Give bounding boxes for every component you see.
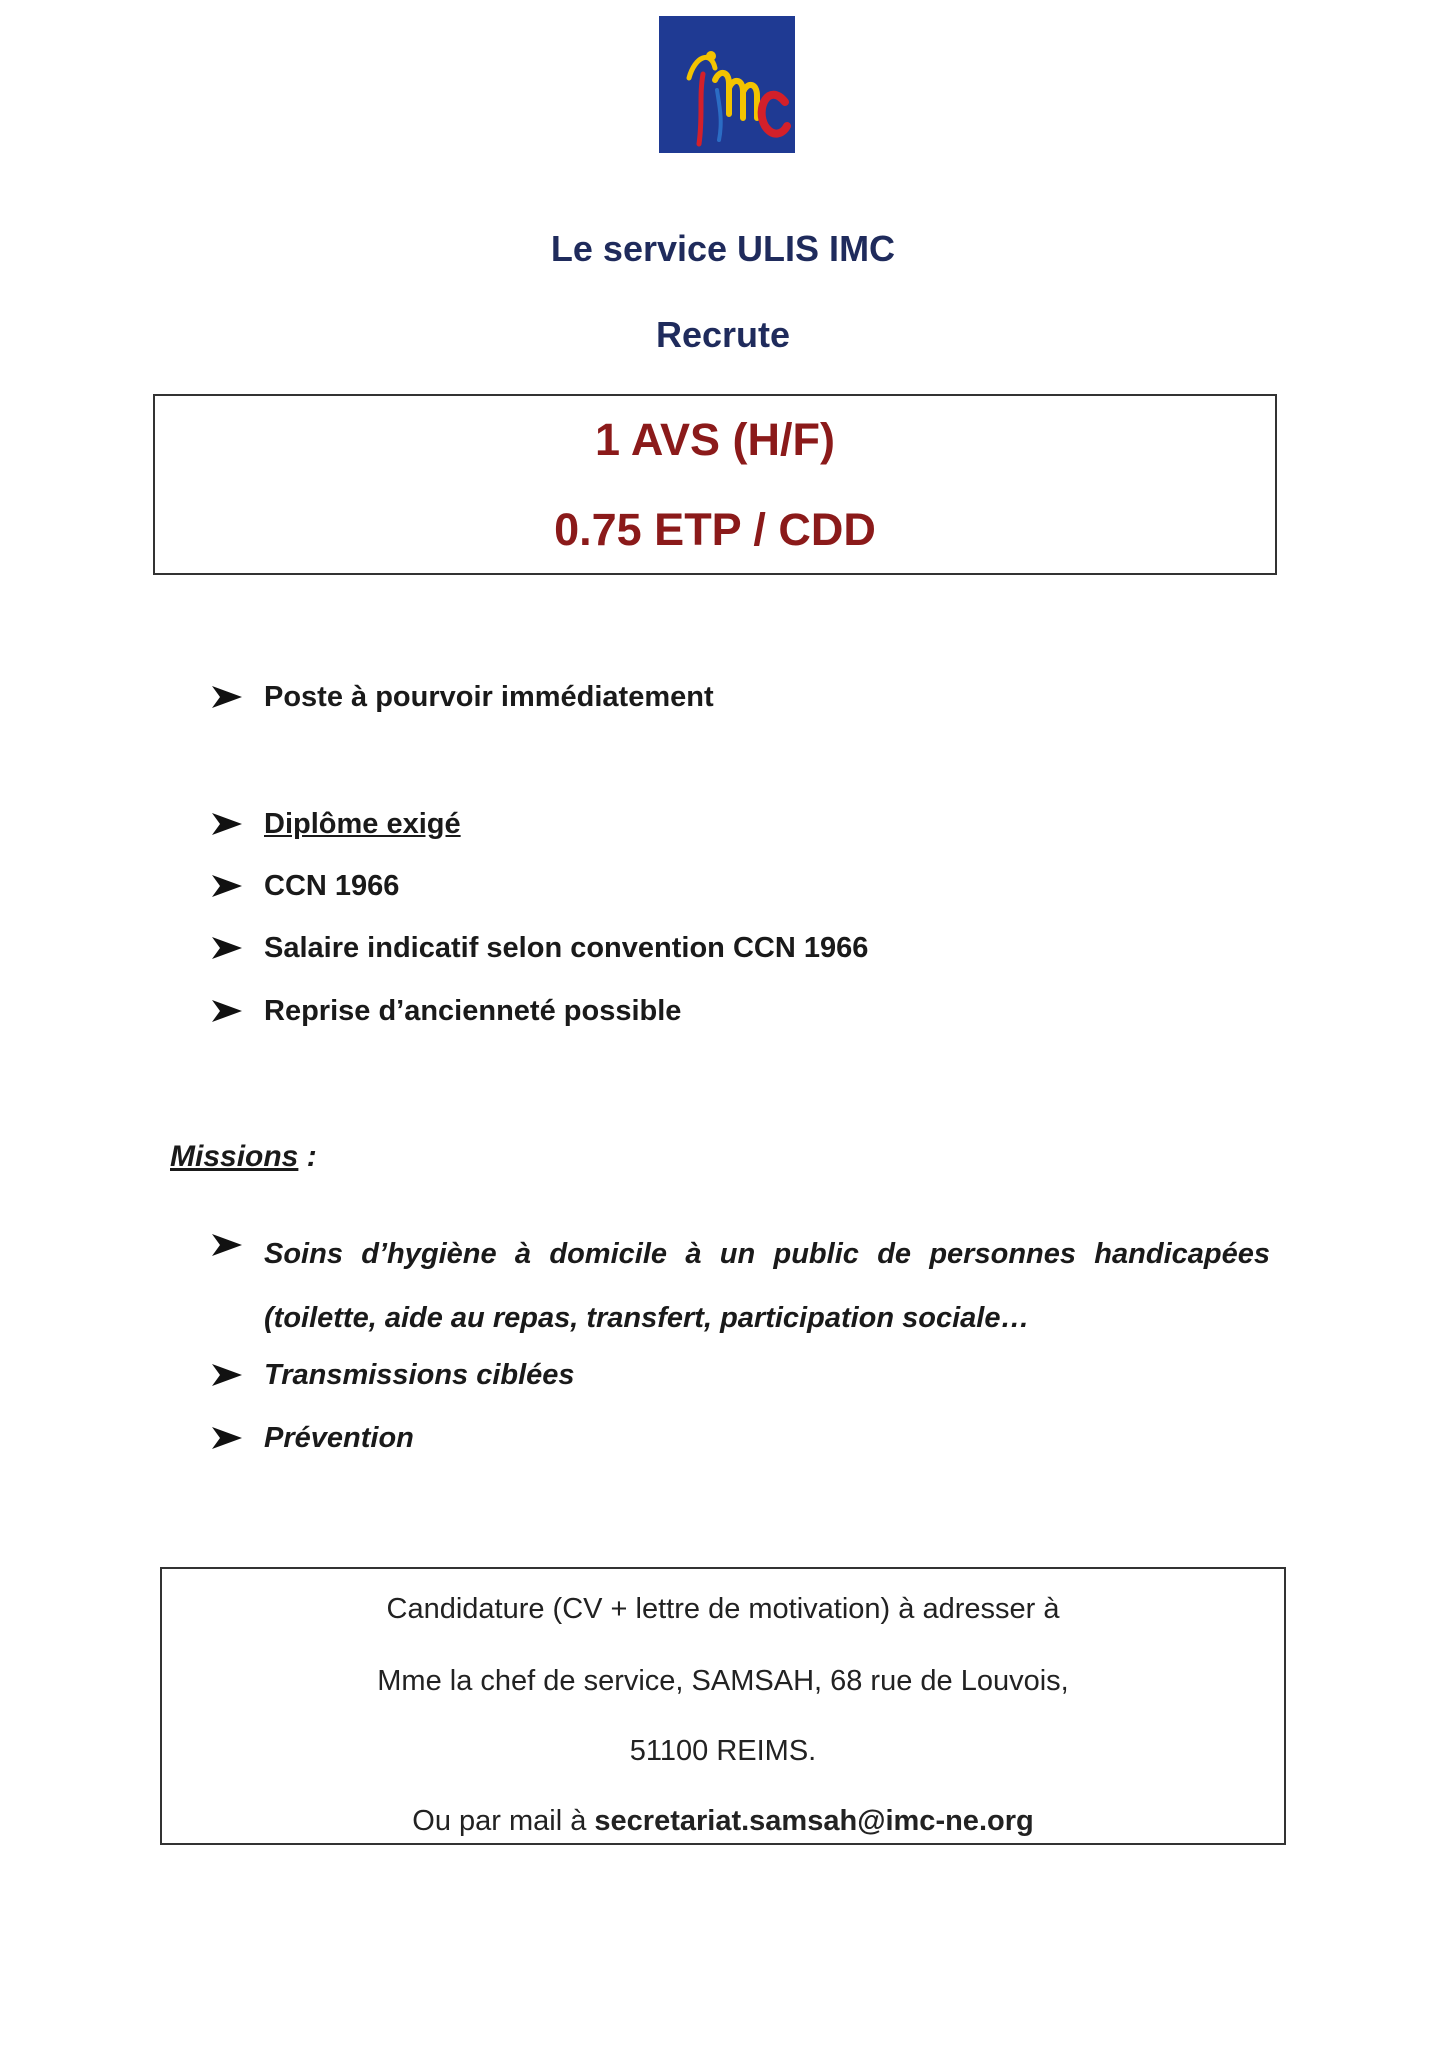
bullet-item bbox=[210, 989, 681, 1033]
mission-text: Transmissions ciblées bbox=[264, 1358, 575, 1391]
contact-mail-prefix: Ou par mail à bbox=[412, 1805, 595, 1837]
arrow-bullet-icon bbox=[210, 1425, 244, 1451]
contact-box bbox=[160, 1567, 1286, 1845]
arrow-bullet-icon bbox=[210, 998, 244, 1024]
contact-line-1: Candidature (CV + lettre de motivation) à adresser à bbox=[386, 1593, 1060, 1625]
bullet-item bbox=[210, 675, 714, 719]
bullet-item bbox=[210, 926, 868, 970]
contract-title: 0.75 ETP / CDD bbox=[554, 504, 876, 555]
mission-item bbox=[210, 1416, 414, 1460]
bullet-item bbox=[210, 802, 461, 846]
arrow-bullet-icon bbox=[210, 935, 244, 961]
service-heading: Le service ULIS IMC bbox=[550, 228, 896, 269]
bullet-text: Salaire indicatif selon convention CCN 1966 bbox=[264, 931, 869, 964]
position-box bbox=[153, 394, 1277, 575]
bullet-text: Poste à pourvoir immédiatement bbox=[264, 680, 714, 713]
recruit-heading: Recrute bbox=[655, 314, 791, 355]
arrow-bullet-icon bbox=[210, 1232, 244, 1258]
arrow-bullet-icon bbox=[210, 873, 244, 899]
arrow-bullet-icon bbox=[210, 1362, 244, 1388]
imc-logo bbox=[659, 16, 795, 153]
arrow-bullet-icon bbox=[210, 811, 244, 837]
missions-heading bbox=[170, 1140, 317, 1174]
mission-text: Prévention bbox=[264, 1421, 414, 1454]
missions-heading-word: Missions bbox=[170, 1140, 299, 1173]
arrow-bullet-icon bbox=[210, 684, 244, 710]
bullet-text: CCN 1966 bbox=[264, 869, 400, 902]
mission-item bbox=[210, 1353, 575, 1397]
position-title: 1 AVS (H/F) bbox=[594, 414, 835, 465]
contact-line-3: 51100 REIMS. bbox=[629, 1735, 817, 1767]
contact-line-4 bbox=[162, 1805, 1284, 1838]
contact-email-link[interactable]: secretariat.samsah@imc-ne.org bbox=[594, 1805, 1034, 1837]
mission-text: Soins d’hygiène à domicile à un public de personnes handicapées (toilette, aide au repas, transfert, participation sociale… bbox=[264, 1238, 1270, 1334]
bullet-item bbox=[210, 864, 399, 908]
contact-line-2: Mme la chef de service, SAMSAH, 68 rue de Louvois, bbox=[377, 1665, 1069, 1697]
missions-heading-colon: : bbox=[298, 1140, 317, 1173]
bullet-text: Diplôme exigé bbox=[264, 807, 461, 840]
mission-item bbox=[210, 1222, 1270, 1350]
bullet-text: Reprise d’ancienneté possible bbox=[264, 994, 682, 1027]
